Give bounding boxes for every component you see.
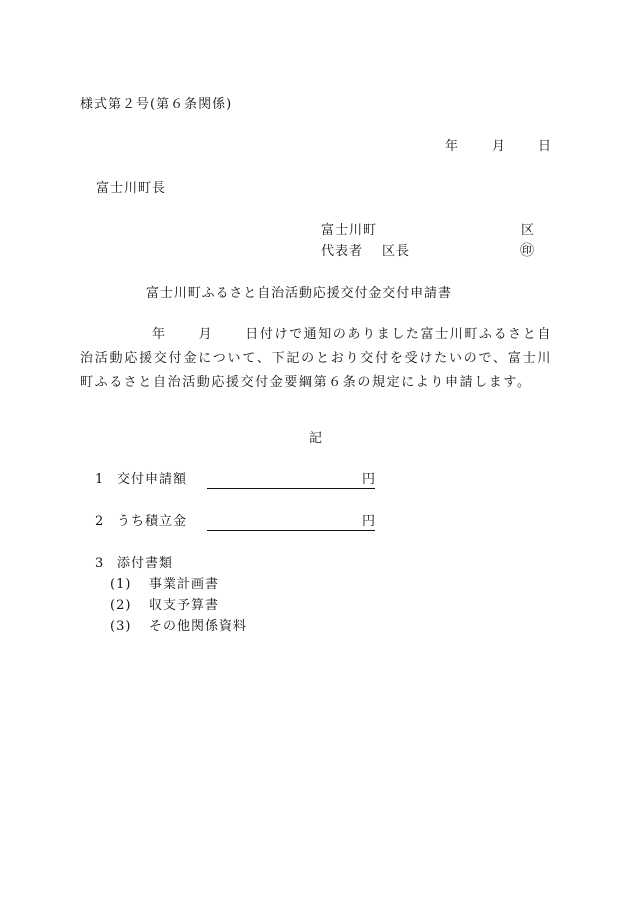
item-1-amount-line — [207, 488, 375, 489]
attachment-3-number: (3) — [110, 619, 132, 634]
body-text: 日付けで通知のありました富士川町ふるさと自治活動応援交付金について、下記のとおり交付を受けたいので、富士川町ふるさと自治活動応援交付金要綱第６条の規定により申請します。 — [80, 327, 552, 390]
attachment-1-number: (1) — [110, 577, 132, 592]
item-1-unit: 円 — [362, 472, 377, 487]
item-2-number: 2 — [95, 514, 105, 529]
attachment-3-label: その他関係資料 — [149, 619, 248, 634]
date-year: 年 — [445, 139, 460, 154]
item-2-label: うち積立金 — [117, 514, 188, 529]
applicant-town: 富士川町 — [321, 223, 378, 238]
applicant-ward-suffix: 区 — [521, 223, 536, 238]
ward-head-label: 区長 — [382, 244, 411, 259]
addressee: 富士川町長 — [96, 181, 167, 196]
body-paragraph — [80, 323, 552, 395]
item-2-amount-line — [207, 530, 375, 531]
attachment-1-label: 事業計画書 — [149, 577, 220, 592]
document-title: 富士川町ふるさと自治活動応援交付金交付申請書 — [146, 286, 452, 301]
date-month: 月 — [492, 139, 507, 154]
item-1-number: 1 — [95, 472, 105, 487]
attachment-2-number: (2) — [110, 598, 132, 613]
body-date-month: 月 — [198, 327, 214, 342]
date-day: 日 — [538, 139, 553, 154]
ki-heading: 記 — [309, 431, 324, 446]
item-1-label: 交付申請額 — [117, 472, 188, 487]
form-label: 様式第２号(第６条関係) — [80, 97, 233, 112]
representative-label: 代表者 — [321, 244, 364, 259]
seal-mark: ㊞ — [520, 243, 535, 259]
attachment-2-label: 収支予算書 — [149, 598, 220, 613]
item-2-unit: 円 — [362, 514, 377, 529]
attachments-label: 添付書類 — [117, 556, 174, 571]
attachments-number: 3 — [95, 556, 105, 571]
body-date-year: 年 — [152, 327, 167, 342]
